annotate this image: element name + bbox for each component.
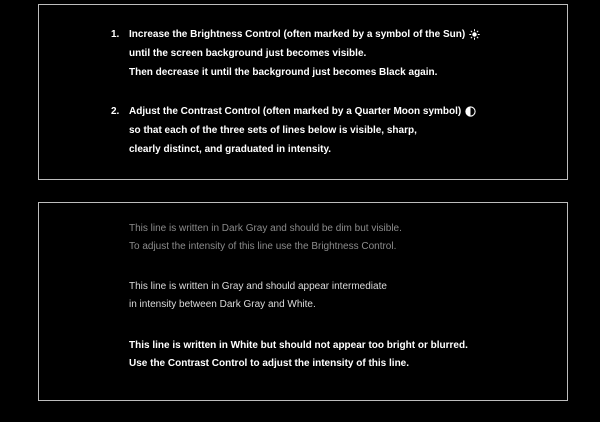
step-1-line-2: until the screen background just becomes visible.	[129, 48, 367, 59]
dark-gray-line-2: To adjust the intensity of this line use the Brightness Control.	[129, 241, 397, 252]
step-2	[111, 102, 476, 159]
step-1	[111, 25, 480, 82]
dark-gray-line-1: This line is written in Dark Gray and should be dim but visible.	[129, 223, 402, 234]
step-2-number: 2.	[111, 106, 120, 117]
gray-line-1: This line is written in Gray and should appear intermediate	[129, 281, 387, 292]
white-line-1: This line is written in White but should not appear too bright or blurred.	[129, 340, 468, 351]
step-2-line-3: clearly distinct, and graduated in intensity.	[129, 144, 332, 155]
gray-test-lines	[129, 278, 387, 314]
step-1-line-1: Increase the Brightness Control (often marked by a symbol of the Sun)	[129, 29, 466, 40]
white-test-lines	[129, 337, 468, 373]
step-1-line-3: Then decrease it until the background just becomes Black again.	[129, 67, 438, 78]
instructions-panel	[38, 4, 568, 180]
step-2-line-2: so that each of the three sets of lines below is visible, sharp,	[129, 125, 417, 136]
quarter-moon-icon	[465, 106, 476, 117]
sun-icon	[469, 29, 480, 40]
dark-gray-test-lines	[129, 220, 402, 256]
step-2-line-1: Adjust the Contrast Control (often marked by a Quarter Moon symbol)	[129, 106, 462, 117]
intensity-test-panel	[38, 202, 568, 401]
step-1-number: 1.	[111, 29, 120, 40]
white-line-2: Use the Contrast Control to adjust the intensity of this line.	[129, 358, 410, 369]
gray-line-2: in intensity between Dark Gray and White.	[129, 299, 316, 310]
